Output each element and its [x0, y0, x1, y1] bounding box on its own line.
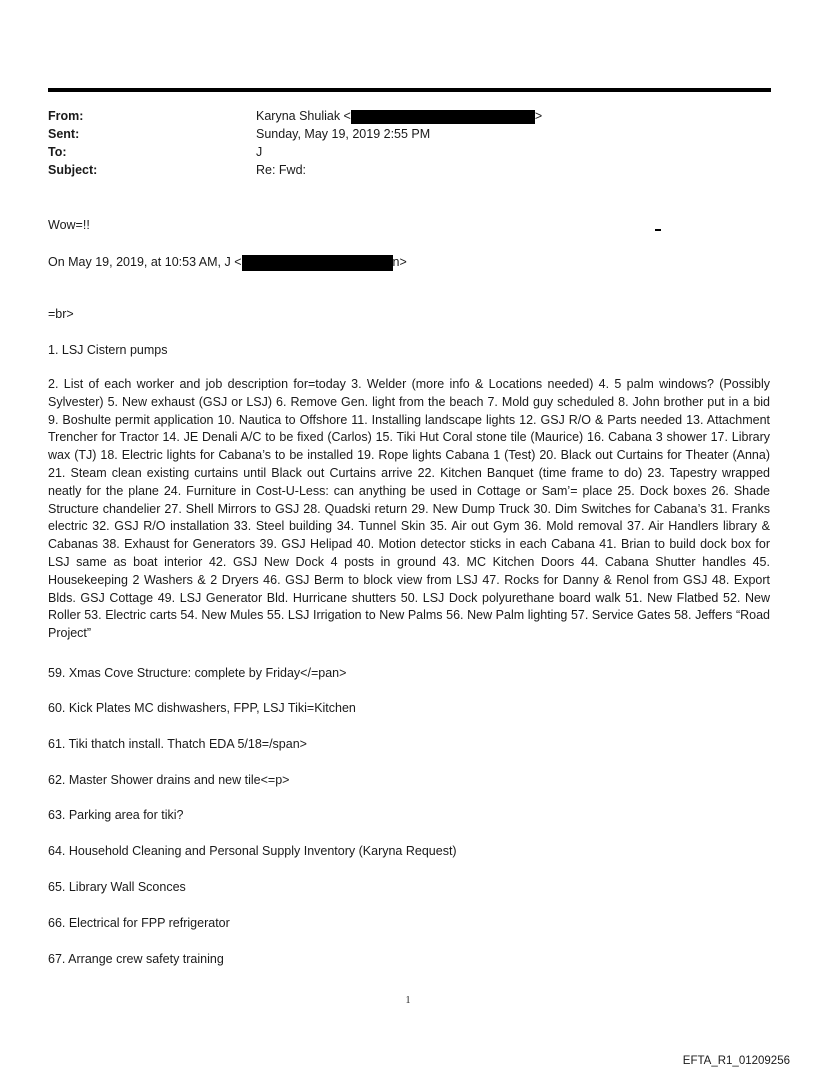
to-value: J	[256, 145, 263, 159]
list-item: 67. Arrange crew safety training	[48, 952, 224, 966]
header-divider	[48, 88, 771, 92]
from-label: From:	[48, 109, 84, 123]
list-item: 61. Tiki thatch install. Thatch EDA 5/18=/span>	[48, 737, 307, 751]
from-tail: >	[534, 109, 543, 123]
br-artifact: =br>	[48, 307, 74, 321]
list-item: 65. Library Wall Sconces	[48, 880, 186, 894]
subject-label: Subject:	[48, 163, 98, 177]
from-name: Karyna Shuliak <	[256, 109, 351, 123]
list-item: 66. Electrical for FPP refrigerator	[48, 916, 230, 930]
to-row	[48, 143, 768, 161]
sent-value: Sunday, May 19, 2019 2:55 PM	[256, 127, 431, 141]
list-item: 64. Household Cleaning and Personal Supply Inventory (Karyna Request)	[48, 844, 457, 858]
list-item: 1. LSJ Cistern pumps	[48, 343, 168, 357]
page-number: 1	[405, 995, 411, 1006]
list-item: 63. Parking area for tiki?	[48, 808, 184, 822]
redaction-bar	[242, 255, 393, 271]
list-item: 60. Kick Plates MC dishwashers, FPP, LSJ Tiki=Kitchen	[48, 701, 356, 715]
from-value	[256, 107, 542, 125]
reply-text: Wow=!!	[48, 218, 90, 232]
subject-row	[48, 161, 768, 179]
to-label: To:	[48, 145, 67, 159]
sent-label: Sent:	[48, 127, 80, 141]
quote-intro-tail: n>	[392, 255, 407, 269]
from-row	[48, 107, 768, 125]
list-item: 59. Xmas Cove Structure: complete by Friday</=pan>	[48, 666, 347, 680]
document-id: EFTA_R1_01209256	[682, 1055, 790, 1067]
redaction-bar	[351, 110, 535, 124]
quote-intro	[48, 253, 407, 271]
subject-value: Re: Fwd:	[256, 163, 307, 177]
sent-row	[48, 125, 768, 143]
quote-intro-text: On May 19, 2019, at 10:53 AM, J <	[48, 255, 242, 269]
stray-mark	[655, 229, 661, 231]
list-item: 62. Master Shower drains and new tile<=p>	[48, 773, 290, 787]
item-paragraph: 2. List of each worker and job description for=today 3. Welder (more info & Locations needed) 4. 5 palm windows? (Possibly Sylvester) 5. New exhaust (GSJ or LSJ) 6. Remove Gen. light from the beach 7. Mold guy scheduled 8. John brother put in a bid 9. Boshulte permit application 10. Nautica to Offshore 11. Installing landscape lights 12. GSJ R/O & Parts needed 13. Attachment Trencher for Tractor 14. JE Denali A/C to be fixed (Carlos) 15. Tiki Hut Coral stone tile (Maurice) 16. Cabana 3 shower 17. Library wax (TJ) 18. Electric lights for Cabana’s to be installed 19. Rope lights Cabana 1 (Test) 20. Black out Curtains for Theater (Anna) 21. Steam clean existing curtains until Black out Curtains arrive 22. Kitchen Banquet (time frame to do) 23. Tapestry wrapped neatly for the plane 24. Furniture in Cost-U-Less: can anything be used in Cottage or Sam’= place 25. Dock boxes 26. Shade Structure chandelier 27. Shell Mirrors to GSJ 28. Quadski return 29. New Dump Truck 30. Dim Switches for Cabana’s 31. Franks electric 32. GSJ R/O installation 33. Steel building 34. Tunnel Skin 35. Air out Gym 36. Mold removal 37. Air Handlers library & Cabanas 38. Exhaust for Generators 39. GSJ Helipad 40. Motion detector sticks in each Cabana 41. Brian to build dock box for LSJ same as boat interior 42. GSJ New Dock 4 posts in ground 43. MC Kitchen Doors 44. Cabana Shutter handles 45. Housekeeping 2 Washers & 2 Dryers 46. GSJ Berm to block view from LSJ 47. Rocks for Danny & Renol from GSJ 48. Export Blds. GSJ Cottage 49. LSJ Generator Bld. Hurricane shutters 50. LSJ Dock polyurethane board walk 51. New Flatbed 52. New Roller 53. Electric carts 54. New Mules 55. LSJ Irrigation to New Palms 56. New Palm lighting 57. Service Gates 58. Jeffers “Road Project”	[48, 377, 770, 641]
